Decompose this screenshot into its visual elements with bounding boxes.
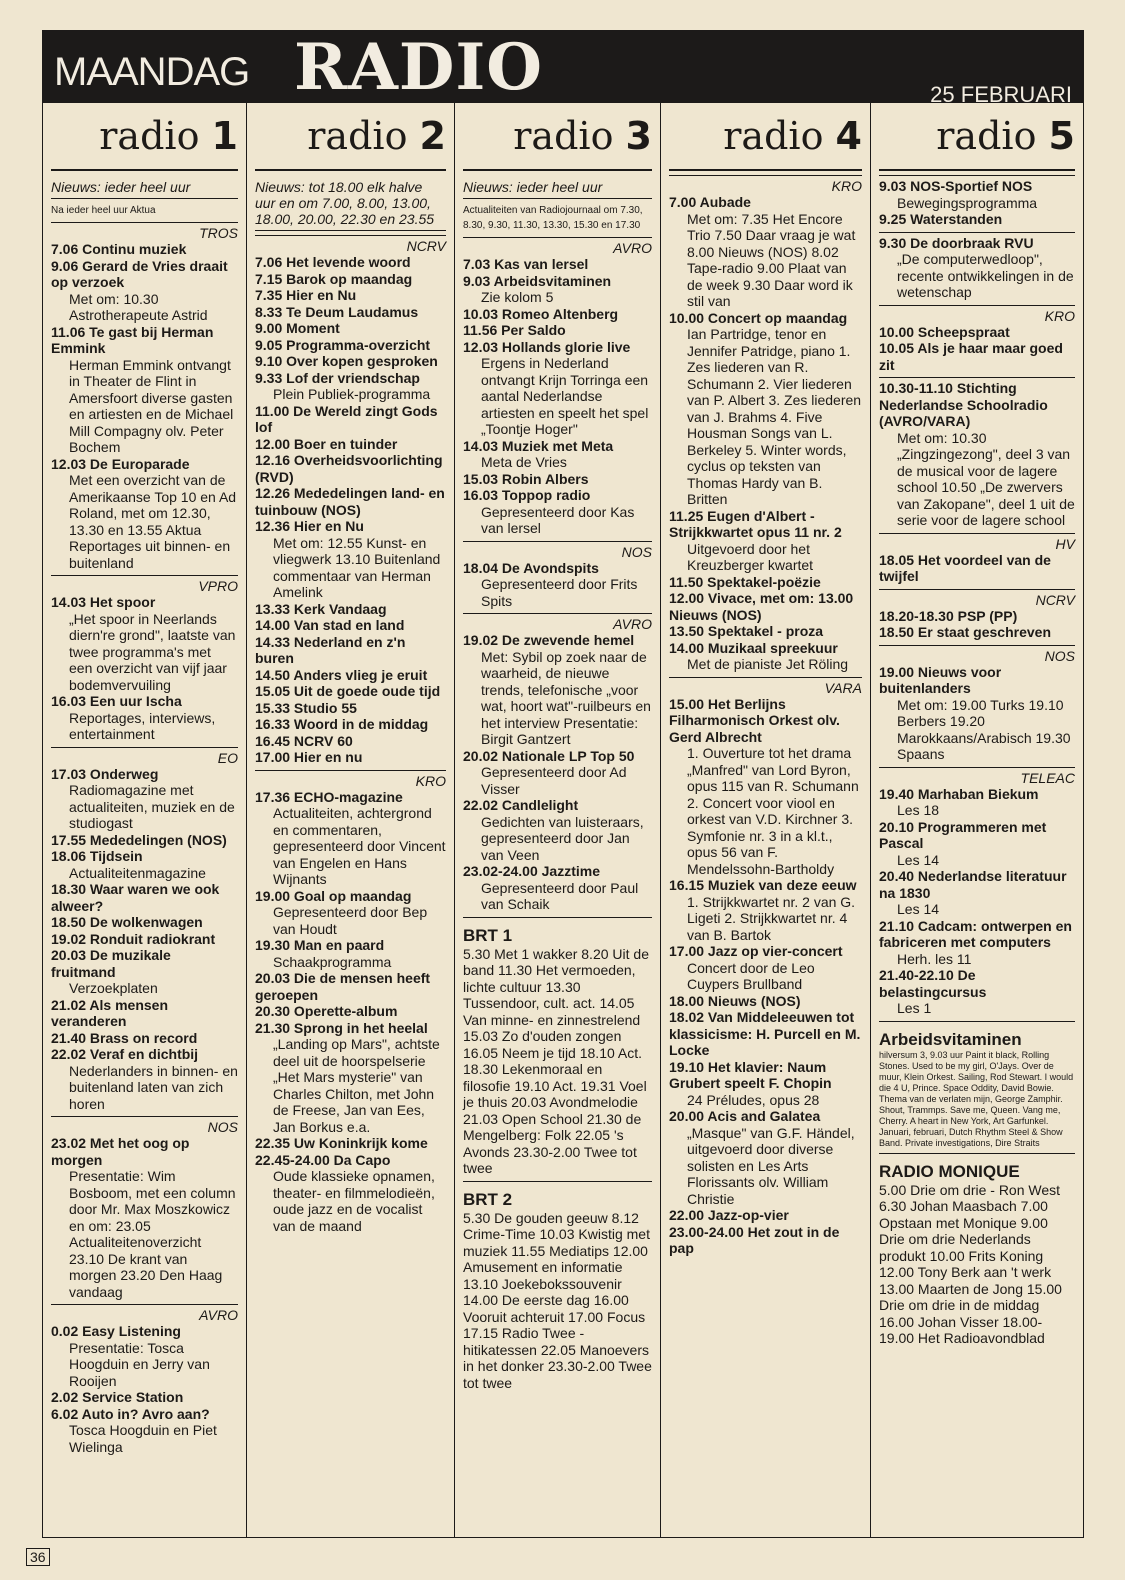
programme-description: Tosca Hoogduin en Piet Wielinga [69, 1422, 217, 1455]
programme-title: 0.02 Easy Listening [51, 1323, 181, 1339]
broadcaster-label: NOS [621, 543, 652, 560]
broadcaster-block [463, 237, 652, 537]
news-note: Nieuws: ieder heel uur [463, 179, 652, 199]
programme-title: 21.40-22.10 De belastingcursus [879, 967, 987, 1000]
programme-title: 20.03 Die de mensen heeft geroepen [255, 970, 431, 1003]
masthead [42, 30, 1084, 107]
programme-title: 13.33 Kerk Vandaag [255, 600, 387, 617]
programme-description: „Masque" van G.F. Händel, uitgevoerd door diverse solisten en Les Arts Florissants olv. William Christie [687, 1124, 855, 1207]
programme-list [51, 222, 238, 1455]
programme-title: 11.50 Spektakel-poëzie [669, 573, 821, 590]
programme-title: 6.02 Auto in? Avro aan? [51, 1405, 210, 1422]
broadcaster-label: TELEAC [1020, 769, 1075, 786]
programme-title: 9.25 Waterstanden [879, 211, 1003, 227]
page-number: 36 [26, 1548, 50, 1566]
programme-title: 9.03 Arbeidsvitaminen [463, 272, 612, 289]
programme-description: Concert door de Leo Cuypers Brullband [687, 959, 815, 992]
programme-description: Les 14 [897, 851, 940, 868]
programme-title: 20.02 Nationale LP Top 50 [463, 747, 635, 764]
programme-title: 15.05 Uit de goede oude tijd [255, 683, 441, 699]
programme-title: 15.33 Studio 55 [255, 699, 357, 716]
programme-description: 24 Préludes, opus 28 [687, 1091, 820, 1108]
programme-title: 22.35 Uw Koninkrijk kome [255, 1135, 428, 1151]
programme-title: 18.02 Van Middeleeuwen tot klassicisme: H. Purcell en M. Locke [669, 1009, 861, 1058]
programme-title: 14.50 Anders vlieg je eruit [255, 666, 428, 683]
block-title: Arbeidsvitaminen [879, 1029, 1022, 1049]
broadcaster-label: AVRO [199, 1307, 238, 1323]
programme-description: „Het spoor in Neerlands diern're grond", laatste van twee programma's met een overzicht van vijf jaar bodemvervuiling [69, 610, 236, 693]
column-radio-5 [871, 103, 1083, 1537]
programme-title: 7.03 Kas van lersel [463, 256, 589, 272]
programme-title: 11.25 Eugen d'Albert - Strijkkwartet opus 11 nr. 2 [669, 507, 842, 540]
programme-title: 12.16 Overheidsvoorlichting (RVD) [255, 452, 443, 485]
programme-description: Meta de Vries [481, 454, 567, 470]
column-radio-4 [661, 103, 871, 1537]
column-header: radio 2 [255, 103, 446, 171]
programme-description: Schaakprogramma [273, 953, 392, 970]
programme-title: 9.06 Gerard de Vries draait op verzoek [51, 257, 228, 290]
broadcaster-block [51, 222, 238, 571]
programme-description: 1. Ouverture tot het drama „Manfred" van Lord Byron, opus 115 van R. Schumann 2. Concert voor viool en orkest van V.D. Kirchner 3. Symfonie nr. 3 in a kl.t., opus 56 van F. Mendelssohn-Bartholdy [687, 745, 859, 877]
schedule-columns [42, 103, 1084, 1538]
programme-title: 22.02 Veraf en dichtbij [51, 1046, 199, 1062]
broadcaster-label: AVRO [613, 240, 652, 256]
broadcaster-block [51, 1304, 238, 1455]
programme-description: Herh. les 11 [897, 950, 972, 967]
programme-description: Radiomagazine met actualiteiten, muziek en de studiogast [69, 782, 235, 831]
broadcaster-block [51, 575, 238, 743]
programme-title: 21.10 Cadcam: ontwerpen en fabriceren met computers [879, 917, 1072, 950]
programme-title: 11.56 Per Saldo [463, 322, 566, 338]
broadcaster-label: VARA [824, 679, 862, 696]
broadcaster-label: KRO [415, 772, 446, 789]
programme-title: 7.35 Hier en Nu [255, 287, 357, 303]
programme-description: Met: Sybil op zoek naar de waarheid, de nieuwe trends, telefonische „voor wat, hoort wat"-ruilbeurs en het interview Presentatie: Birgit Gantzert [481, 648, 651, 747]
broadcaster-block [463, 613, 652, 913]
programme-title: 7.15 Barok op maandag [255, 270, 413, 287]
broadcaster-label: KRO [831, 178, 862, 194]
programme-title: 18.04 De Avondspits [463, 559, 599, 576]
broadcaster-label: NOS [207, 1119, 238, 1135]
programme-title: 10.00 Concert op maandag [669, 309, 848, 326]
programme-description: Zie kolom 5 [481, 289, 554, 305]
programme-title: 21.40 Brass on record [51, 1029, 198, 1046]
programme-list [255, 235, 446, 1234]
block-title: RADIO MONIQUE [879, 1161, 1020, 1181]
broadcaster-block [879, 645, 1075, 763]
programme-title: 23.02-24.00 Jazztime [463, 863, 600, 879]
programme-title: 22.02 Candlelight [463, 797, 579, 813]
programme-description: Herman Emmink ontvangt in Theater de Flint in Amersfoort diverse gasten en artiesten en de Michael Mill Compagny olv. Peter Bochem [69, 356, 234, 455]
programme-description: Oude klassieke opnamen, theater- en filmmelodieën, oude jazz en de vocalist van de maand [273, 1168, 435, 1234]
programme-title: 17.03 Onderweg [51, 765, 159, 782]
broadcaster-block [669, 677, 862, 1257]
programme-description: Gepresenteerd door Paul van Schaik [481, 879, 639, 912]
programme-description: Presentatie: Tosca Hoogduin en Jerry van Rooijen [69, 1339, 210, 1389]
programme-title: 12.00 Vivace, met om: 13.00 Nieuws (NOS) [669, 590, 854, 623]
schedule-paragraph: 5.00 Drie om drie - Ron West 6.30 Johan Maasbach 7.00 Opstaan met Monique 9.00 Drie om drie Nederlands produkt 10.00 Frits Koning 12.00 Tony Berk aan 't werk 13.00 Maarten de Jong 15.00 Drie om drie in de middag 16.00 Johan Visser 18.00-19.00 Het Radioavondblad [879, 1181, 1062, 1346]
programme-title: 19.02 De zwevende hemel [463, 632, 635, 648]
programme-description: Ergens in Nederland ontvangt Krijn Torringa een aantal Nederlandse artiesten en speelt het spel „Toontje Hoger" [481, 355, 649, 437]
broadcaster-block [879, 175, 1075, 228]
programme-description: Les 1 [897, 1000, 932, 1016]
programme-title: 23.02 Met het oog op morgen [51, 1135, 190, 1168]
programme-description: Actualiteitenmagazine [69, 864, 206, 881]
column-header: radio 3 [463, 103, 652, 171]
programme-title: 10.03 Romeo Altenberg [463, 305, 619, 322]
broadcaster-block [255, 235, 446, 766]
programme-title: 7.00 Aubade [669, 194, 751, 210]
programme-title: 18.20-18.30 PSP (PP) [879, 607, 1018, 624]
programme-title: 9.03 NOS-Sportief NOS [879, 178, 1033, 194]
programme-list [879, 175, 1075, 1347]
programme-title: 19.10 Het klavier: Naum Grubert speelt F. Chopin [669, 1058, 832, 1091]
broadcaster-block [669, 175, 862, 673]
programme-title: 14.03 Het spoor [51, 594, 156, 610]
programme-description: Les 14 [897, 901, 940, 917]
block-title: BRT 1 [463, 925, 513, 945]
schedule-paragraph: 5.30 Met 1 wakker 8.20 Uit de band 11.30 Het vermoeden, lichte cultuur 13.30 Tussendoor, cult. act. 14.05 Van minne- en zinnestrelend 15.03 Zo d'ouden zongen 16.05 Neem je tijd 18.10 Act. 18.30 Lekenmoraal en filosofie 19.10 Act. 19.31 Voel je thuis 20.03 Avondmelodie 21.03 Open School 21.30 de Mengelberg: Folk 22.05 's Avonds 23.30-2.00 Twee tot twee [463, 945, 649, 1176]
programme-description: Gepresenteerd door Kas van lersel [481, 503, 635, 536]
programme-title: 18.30 Waar waren we ook alweer? [51, 881, 220, 914]
programme-title: 10.30-11.10 Stichting Nederlandse Schoolradio (AVRO/VARA) [879, 380, 1048, 429]
broadcaster-block [879, 377, 1075, 529]
programme-title: 17.36 ECHO-magazine [255, 788, 403, 805]
programme-title: 8.33 Te Deum Laudamus [255, 303, 419, 320]
programme-title: 9.05 Programma-overzicht [255, 336, 431, 353]
programme-title: 11.00 De Wereld zingt Gods lof [255, 402, 438, 435]
programme-title: 16.45 NCRV 60 [255, 732, 353, 749]
programme-description: Reportages, interviews, entertainment [69, 709, 216, 742]
broadcaster-block [879, 589, 1075, 641]
schedule-paragraph: 5.30 De gouden geeuw 8.12 Crime-Time 10.03 Kwistig met muziek 11.55 Mediatips 12.00 Amusement en informatie 13.10 Joekebokssouvenir 14.00 De eerste dag 16.00 Vooruit achteruit 17.00 Focus 17.15 Radio Twee - hitikatessen 22.05 Manoevers in het donker 23.30-2.00 Twee tot twee [463, 1209, 652, 1391]
date-label: 25 FEBRUARI [930, 82, 1072, 107]
broadcaster-label: HV [1055, 535, 1075, 552]
programme-description: Plein Publiek-programma [273, 386, 431, 402]
programme-title: 16.03 Toppop radio [463, 487, 591, 503]
sub-note: Na ieder heel uur Aktua [51, 205, 156, 216]
broadcaster-block [879, 767, 1075, 1017]
programme-title: 17.00 Hier en nu [255, 749, 363, 765]
programme-title: 13.50 Spektakel - proza [669, 623, 824, 639]
programme-description: Uitgevoerd door het Kreuzberger kwartet [687, 540, 814, 573]
programme-title: 20.10 Programmeren met Pascal [879, 818, 1047, 851]
programme-title: 18.06 Tijdsein [51, 848, 143, 864]
programme-title: 18.50 De wolkenwagen [51, 914, 203, 930]
programme-title: 12.00 Boer en tuinder [255, 435, 398, 452]
broadcaster-block [463, 917, 652, 1177]
broadcaster-block [879, 232, 1075, 301]
programme-title: 9.10 Over kopen gesproken [255, 353, 438, 369]
programme-title: 20.03 De muzikale fruitmand [51, 947, 171, 980]
broadcaster-label: TROS [199, 225, 238, 241]
block-title: BRT 2 [463, 1189, 513, 1209]
programme-list [669, 175, 862, 1257]
news-note: Nieuws: ieder heel uur [51, 179, 238, 199]
column-header: radio 5 [879, 103, 1075, 171]
programme-title: 15.00 Het Berlijns Filharmonisch Orkest olv. Gerd Albrecht [669, 695, 840, 745]
programme-title: 19.02 Ronduit radiokrant [51, 930, 216, 947]
programme-title: 17.00 Jazz op vier-concert [669, 943, 843, 959]
programme-description: Met de pianiste Jet Röling [687, 656, 849, 672]
programme-title: 11.06 Te gast bij Herman Emmink [51, 323, 214, 356]
playlist-text: hilversum 3, 9.03 uur Paint it black, Rolling Stones. Used to be my girl, O'Jays. Over de muur, Klein Orkest. Sailing, Rod Stewart. I would die 4 U, Prince. Space Oddity, David Bowie. Thema van de verlaten mijn, George Zamphir. Shout, Trammps. Save me, Queen. Vang me, Cherry. A heart in New York, Art Garfunkel. Januari, februari, Dutch Rhythm Steel & Show Band. Private investigations, Dire Straits [879, 1049, 1074, 1148]
programme-title: 9.30 De doorbraak RVU [879, 234, 1034, 251]
programme-description: Met om: 10.30 „Zingzingezong", deel 3 van de musical voor de lagere school 10.50 „De zwervers van Zakopane", deel 1 uit de serie voor de lagere school [897, 429, 1075, 528]
page [30, 30, 1084, 1565]
column-radio-1 [43, 103, 247, 1537]
programme-description: Ian Partridge, tenor en Jennifer Patridge, piano 1. Zes liederen van R. Schumann 2. Vier liederen van P. Albert 3. Zes liederen van J. Brahms 4. Five Housman Songs van L. Berkeley 5. Winter words, cyclus op teksten van Thomas Hardy van B. Britten [687, 326, 862, 507]
broadcaster-block [879, 1153, 1075, 1347]
programme-title: 14.00 Van stad en land [255, 617, 405, 633]
programme-description: Met om: 19.00 Turks 19.10 Berbers 19.20 Marokkaans/Arabisch 19.30 Spaans [897, 696, 1071, 762]
broadcaster-label: NCRV [406, 238, 446, 254]
broadcaster-label: NCRV [1035, 591, 1075, 608]
programme-title: 12.03 Hollands glorie live [463, 338, 631, 355]
column-radio-3 [455, 103, 661, 1537]
programme-title: 19.30 Man en paard [255, 937, 385, 953]
broadcaster-block [879, 305, 1075, 374]
broadcaster-block [463, 541, 652, 610]
programme-description: „De computerwedloop", recente ontwikkelingen in de wetenschap [897, 251, 1074, 300]
broadcaster-label: EO [217, 749, 238, 766]
programme-description: „Landing op Mars", achtste deel uit de hoorspelserie „Het Mars mysterie" van Charles Chilton, met John de Freese, Jan van Ees, Jan Borkus e.a. [273, 1036, 440, 1135]
programme-description: 1. Strijkkwartet nr. 2 van G. Ligeti 2. Strijkkwartet nr. 4 van B. Bartok [687, 893, 856, 943]
programme-title: 16.03 Een uur Ischa [51, 693, 182, 709]
broadcaster-label: KRO [1044, 307, 1075, 324]
broadcaster-label: VPRO [198, 578, 238, 594]
broadcaster-block [463, 1181, 652, 1392]
programme-description: Les 18 [897, 802, 940, 818]
column-header: radio 1 [51, 103, 238, 171]
broadcaster-block [255, 770, 446, 1235]
broadcaster-block [879, 1021, 1075, 1149]
broadcaster-label: NOS [1044, 647, 1075, 664]
programme-title: 20.40 Nederlandse literatuur na 1830 [879, 868, 1067, 901]
programme-list [463, 237, 652, 1391]
programme-title: 12.03 De Europarade [51, 455, 190, 472]
programme-title: 10.00 Scheepspraat [879, 323, 1010, 340]
programme-title: 14.03 Muziek met Meta [463, 437, 614, 454]
programme-title: 17.55 Mededelingen (NOS) [51, 831, 227, 848]
programme-title: 15.03 Robin Albers [463, 470, 589, 487]
programme-description: Met een overzicht van de Amerikaanse Top 10 en Ad Roland, met om 12.30, 13.30 en 13.55 Aktua Reportages uit binnen- en buitenland [69, 472, 237, 571]
column-header: radio 4 [669, 103, 862, 171]
programme-title: 21.02 Als mensen veranderen [51, 996, 168, 1029]
programme-title: 20.30 Operette-album [255, 1003, 398, 1019]
programme-title: 12.26 Mededelingen land- en tuinbouw (NOS) [255, 485, 445, 518]
sub-note: Actualiteiten van Radiojournaal om 7.30, 8.30, 9.30, 11.30, 13.30, 15.30 en 17.30 [463, 205, 643, 231]
programme-description: Gepresenteerd door Bep van Houdt [273, 904, 428, 937]
programme-title: 14.33 Nederland en z'n buren [255, 633, 406, 666]
programme-title: 7.06 Continu muziek [51, 241, 187, 257]
programme-description: Met om: 12.55 Kunst- en vliegwerk 13.10 Buitenland commentaar van Herman Amelink [273, 534, 441, 600]
broadcaster-block [51, 1116, 238, 1300]
programme-title: 22.00 Jazz-op-vier [669, 1207, 789, 1223]
programme-title: 7.06 Het levende woord [255, 254, 411, 270]
programme-title: 20.00 Acis and Galatea [669, 1108, 821, 1124]
programme-title: 12.36 Hier en Nu [255, 518, 364, 534]
programme-description: Met om: 7.35 Het Encore Trio 7.50 Daar vraag je wat 8.00 Nieuws (NOS) 8.02 Tape-radio 9.00 Plaat van de week 9.30 Daar word ik stil van [687, 210, 856, 309]
programme-description: Verzoekplaten [69, 980, 158, 996]
programme-title: 18.50 Er staat geschreven [879, 624, 1051, 640]
programme-description: Bewegingsprogramma [897, 194, 1038, 211]
programme-description: Gepresenteerd door Ad Visser [481, 764, 627, 797]
programme-description: Presentatie: Wim Bosboom, met een column door Mr. Max Moszkowicz en om: 23.05 Actualiteitenoverzicht 23.10 De krant van morgen 23.20 Den Haag vandaag [69, 1168, 236, 1300]
programme-description: Met om: 10.30 Astrotherapeute Astrid [69, 290, 208, 323]
programme-description: Nederlanders in binnen- en buitenland laten van zich horen [69, 1062, 238, 1112]
programme-description: Gepresenteerd door Frits Spits [481, 576, 638, 609]
programme-title: 10.05 Als je haar maar goed zit [879, 340, 1063, 373]
programme-title: 22.45-24.00 Da Capo [255, 1151, 391, 1168]
programme-title: 9.00 Moment [255, 320, 340, 336]
broadcaster-block [879, 533, 1075, 585]
programme-description: Gedichten van luisteraars, gepresenteerd door Jan van Veen [481, 813, 644, 863]
programme-title: 18.00 Nieuws (NOS) [669, 992, 801, 1009]
programme-title: 16.15 Muziek van deze eeuw [669, 877, 857, 893]
section-title: RADIO [294, 30, 544, 105]
broadcaster-block [51, 747, 238, 1113]
programme-title: 19.00 Nieuws voor buitenlanders [879, 663, 1002, 696]
programme-title: 21.30 Sprong in het heelal [255, 1019, 428, 1036]
programme-title: 19.40 Marhaban Biekum [879, 785, 1039, 802]
column-radio-2 [247, 103, 455, 1537]
programme-title: 16.33 Woord in de middag [255, 716, 429, 732]
broadcaster-label: AVRO [613, 616, 652, 632]
programme-title: 14.00 Muzikaal spreekuur [669, 639, 838, 656]
day-label: MAANDAG [54, 50, 250, 94]
programme-title: 19.00 Goal op maandag [255, 887, 412, 904]
programme-title: 18.05 Het voordeel van de twijfel [879, 551, 1051, 584]
programme-title: 2.02 Service Station [51, 1389, 184, 1405]
programme-title: 9.33 Lof der vriendschap [255, 369, 420, 386]
programme-description: Actualiteiten, achtergrond en commentaren, gepresenteerd door Vincent van Engelen en Hans Wijnants [273, 805, 446, 887]
news-note: Nieuws: tot 18.00 elk halve uur en om 7.00, 8.00, 13.00, 18.00, 20.00, 22.30 en 23.55 [255, 179, 446, 231]
programme-title: 23.00-24.00 Het zout in de pap [669, 1223, 840, 1256]
